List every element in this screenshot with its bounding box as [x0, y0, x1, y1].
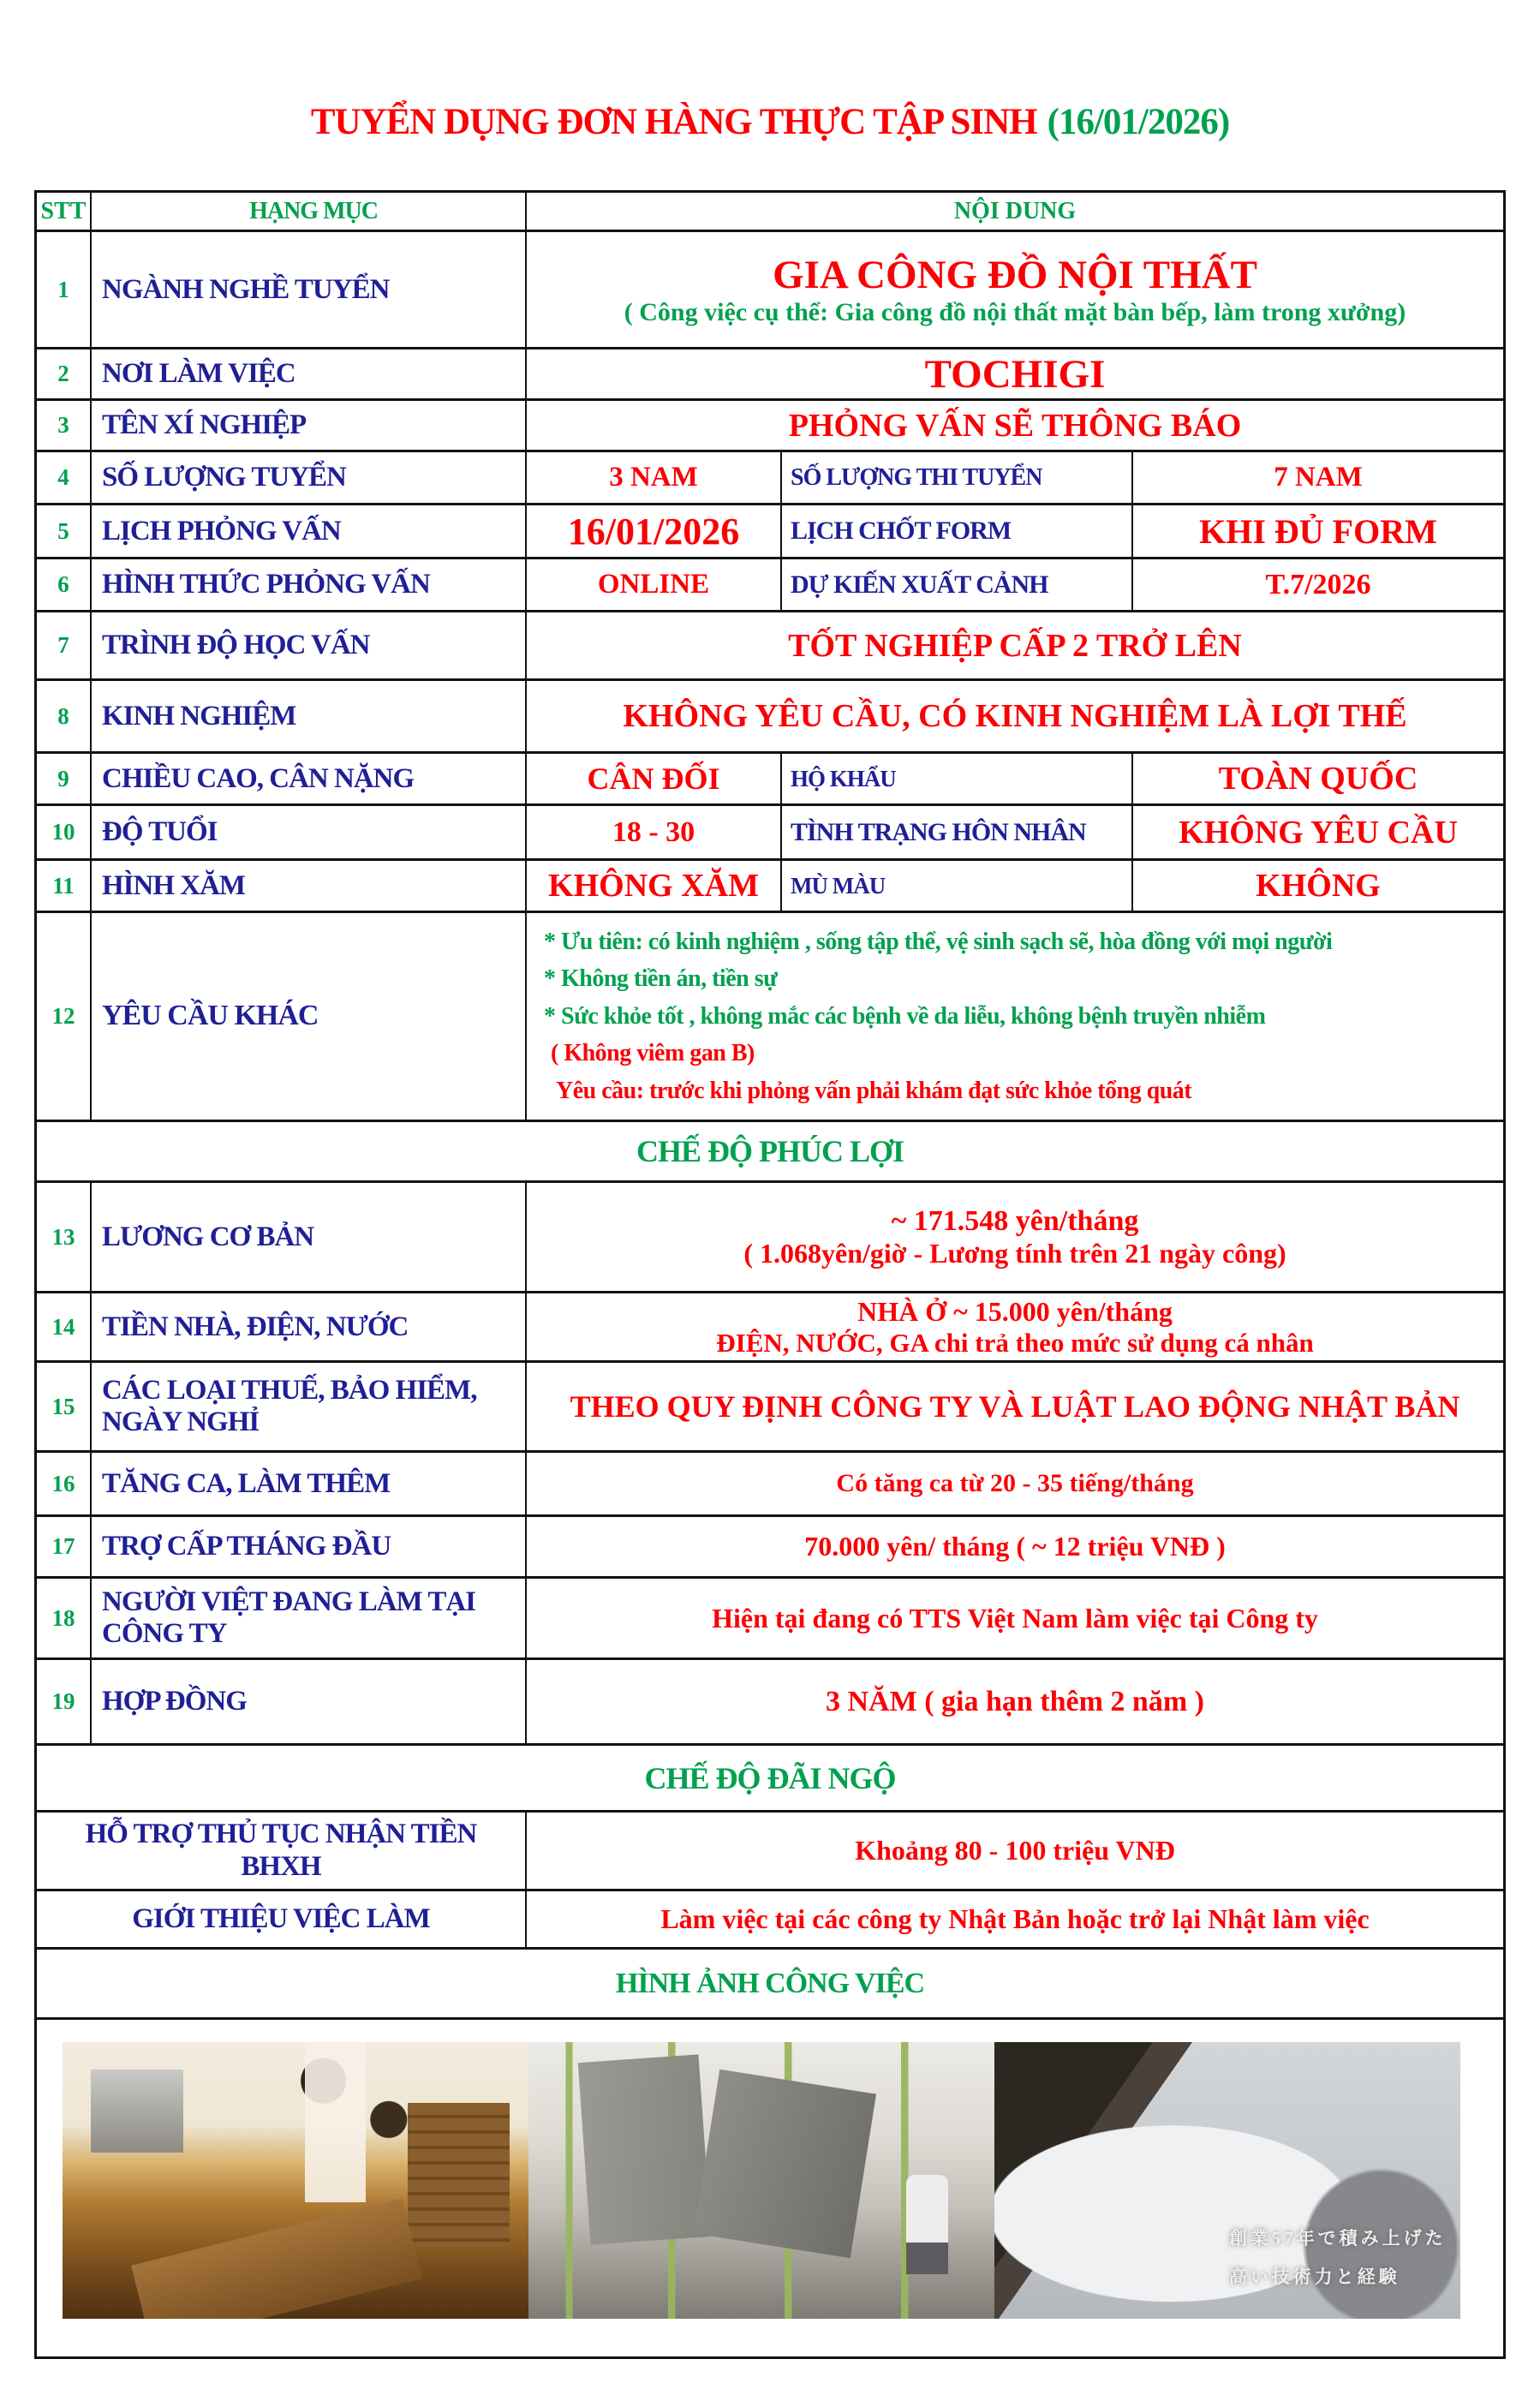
row-label: TRÌNH ĐỘ HỌC VẤN	[92, 612, 527, 678]
row-label: NƠI LÀM VIỆC	[92, 349, 527, 398]
row-number: 3	[37, 401, 92, 450]
header-stt: STT	[37, 193, 92, 230]
row-value	[527, 913, 1503, 1120]
photo-cell	[37, 2020, 1503, 2356]
factory-worker-shape	[906, 2175, 948, 2274]
row-label-2: LỊCH CHỐT FORM	[782, 505, 1133, 557]
row-value-1: ONLINE	[527, 559, 782, 610]
row-label: TÊN XÍ NGHIỆP	[92, 401, 527, 450]
row-hinh-thuc-phong-van	[37, 559, 1503, 612]
row-label: TIỀN NHÀ, ĐIỆN, NƯỚC	[92, 1293, 527, 1360]
section-phuc-loi	[37, 1122, 1503, 1183]
row-noi-lam-viec	[37, 349, 1503, 401]
row-value-2: 7 NAM	[1274, 462, 1363, 493]
row-label: LỊCH PHỎNG VẤN	[92, 505, 527, 557]
kitchen-table-shape	[131, 2198, 422, 2319]
kitchen-hood-shape	[91, 2069, 184, 2153]
row-number: 8	[37, 681, 92, 751]
row-label	[37, 1813, 527, 1889]
job-name: GIA CÔNG ĐỒ NỘI THẤT	[773, 253, 1257, 297]
recruitment-table	[34, 190, 1506, 2359]
row-hinh-xam	[37, 861, 1503, 913]
row-value-2: TOÀN QUỐC	[1218, 761, 1418, 797]
row-number: 7	[37, 612, 92, 678]
row-value: Làm việc tại các công ty Nhật Bản hoặc trở lại Nhật làm việc	[660, 1903, 1370, 1934]
row-label-2: DỰ KIẾN XUẤT CẢNH	[782, 559, 1133, 610]
row-do-tuoi	[37, 806, 1503, 861]
row-ten-xi-nghiep	[37, 401, 1503, 452]
row-label: SỐ LƯỢNG TUYỂN	[92, 452, 527, 503]
row-value	[527, 1183, 1503, 1291]
row-label-2: MÙ MÀU	[782, 861, 1133, 911]
row-number: 4	[37, 452, 92, 503]
row-number: 14	[37, 1293, 92, 1360]
row-value-1: 16/01/2026	[527, 505, 782, 557]
row-label: YÊU CẦU KHÁC	[92, 913, 527, 1120]
row-value: PHỎNG VẤN SẼ THÔNG BÁO	[788, 407, 1242, 444]
row-value: 70.000 yên/ tháng ( ~ 12 triệu VNĐ )	[804, 1531, 1226, 1562]
job-detail: ( Công việc cụ thể: Gia công đồ nội thất mặt bàn bếp, làm trong xưởng)	[624, 298, 1406, 326]
row-label	[92, 1363, 527, 1450]
page-title-date: (16/01/2026)	[1047, 102, 1230, 142]
row-number: 6	[37, 559, 92, 610]
row-label-2: SỐ LƯỢNG THI TUYỂN	[782, 452, 1133, 503]
row-value: Hiện tại đang có TTS Việt Nam làm việc tại Công ty	[712, 1602, 1318, 1633]
requirement-line: * Không tiền án, tiền sự	[544, 965, 778, 993]
row-thue-bao-hiem	[37, 1363, 1503, 1453]
row-label	[92, 1579, 527, 1657]
row-value	[527, 232, 1503, 347]
row-number: 16	[37, 1453, 92, 1514]
row-value	[527, 1293, 1503, 1360]
header-category: HẠNG MỤC	[92, 193, 527, 230]
photo-strip	[63, 2042, 1460, 2319]
requirement-line: * Ưu tiên: có kinh nghiệm , sống tập thể, vệ sinh sạch sẽ, hòa đồng với mọi người	[544, 929, 1333, 956]
row-value: 3 NĂM ( gia hạn thêm 2 năm )	[826, 1685, 1204, 1717]
photo-caption	[1229, 2219, 1447, 2296]
row-label: HỢP ĐỒNG	[92, 1660, 527, 1743]
row-label: TĂNG CA, LÀM THÊM	[92, 1453, 527, 1514]
row-label: LƯƠNG CƠ BẢN	[92, 1183, 527, 1291]
row-hop-dong	[37, 1660, 1503, 1746]
row-gioi-thieu-viec-lam	[37, 1891, 1503, 1950]
row-kinh-nghiem	[37, 681, 1503, 754]
row-label: HÌNH XĂM	[92, 861, 527, 911]
row-tang-ca	[37, 1453, 1503, 1517]
page-title-text: TUYỂN DỤNG ĐƠN HÀNG THỰC TẬP SINH	[310, 102, 1037, 142]
row-so-luong-tuyen	[37, 452, 1503, 505]
section-title: CHẾ ĐỘ ĐÃI NGỘ	[644, 1760, 896, 1795]
row-value-2: KHÔNG	[1256, 868, 1381, 904]
row-number: 9	[37, 754, 92, 803]
requirement-line: * Sức khỏe tốt , không mắc các bệnh về da liễu, không bệnh truyền nhiễm	[544, 1002, 1266, 1030]
row-value: THEO QUY ĐỊNH CÔNG TY VÀ LUẬT LAO ĐỘNG NHẬT BẢN	[570, 1389, 1460, 1424]
row-value-2: KHI ĐỦ FORM	[1199, 511, 1437, 551]
row-tro-cap-thang-dau	[37, 1517, 1503, 1579]
row-value: KHÔNG YÊU CẦU, CÓ KINH NGHIỆM LÀ LỢI THẾ	[623, 698, 1407, 734]
requirement-line: Yêu cầu: trước khi phỏng vấn phải khám đạt sức khỏe tổng quát	[556, 1077, 1192, 1104]
salary-line: ( 1.068yên/giờ - Lương tính trên 21 ngày công)	[743, 1237, 1286, 1269]
row-label-2: HỘ KHẨU	[782, 754, 1133, 803]
row-value: TOCHIGI	[924, 351, 1106, 397]
factory-workshop-photo	[528, 2042, 994, 2319]
row-number: 2	[37, 349, 92, 398]
row-nganh-nghe-tuyen	[37, 232, 1503, 349]
row-ho-tro-bhxh	[37, 1813, 1503, 1891]
housing-line: ĐIỆN, NƯỚC, GA chi trả theo mức sử dụng cá nhân	[716, 1327, 1314, 1358]
kitchen-pillar-shape	[305, 2042, 366, 2202]
section-title: HÌNH ẢNH CÔNG VIỆC	[615, 1967, 925, 1999]
row-label: CHIỀU CAO, CÂN NẶNG	[92, 754, 527, 803]
row-nguoi-viet-dang-lam	[37, 1579, 1503, 1660]
page-title	[0, 101, 1540, 143]
table-header-row	[37, 193, 1503, 232]
row-value-1: KHÔNG XĂM	[527, 861, 782, 911]
row-number: 18	[37, 1579, 92, 1657]
row-label-text: HỖ TRỢ THỦ TỤC NHẬN TIỀN BHXH	[85, 1818, 477, 1882]
row-number: 11	[37, 861, 92, 911]
section-dai-ngo	[37, 1746, 1503, 1813]
kitchen-shelf-shape	[408, 2103, 510, 2247]
row-chieu-cao-can-nang	[37, 754, 1503, 806]
row-value-1: 18 - 30	[527, 806, 782, 858]
row-value: Có tăng ca từ 20 - 35 tiếng/tháng	[836, 1469, 1194, 1497]
row-number: 12	[37, 913, 92, 1120]
row-value-2: KHÔNG YÊU CẦU	[1179, 814, 1458, 851]
row-luong-co-ban	[37, 1183, 1503, 1293]
row-number: 1	[37, 232, 92, 347]
photo-caption-line: 創業57年で積み上げた	[1228, 2227, 1447, 2249]
row-label: HÌNH THỨC PHỎNG VẤN	[92, 559, 527, 610]
masked-worker-photo	[994, 2042, 1460, 2319]
row-number: 17	[37, 1517, 92, 1576]
row-yeu-cau-khac	[37, 913, 1503, 1122]
panel-slab-shape	[578, 2055, 712, 2246]
row-number: 13	[37, 1183, 92, 1291]
row-label: TRỢ CẤP THÁNG ĐẦU	[92, 1517, 527, 1576]
header-content: NỘI DUNG	[953, 197, 1077, 224]
row-number: 5	[37, 505, 92, 557]
row-number: 19	[37, 1660, 92, 1743]
row-label-2: TÌNH TRẠNG HÔN NHÂN	[782, 806, 1133, 858]
row-value-1: 3 NAM	[527, 452, 782, 503]
salary-line: ~ 171.548 yên/tháng	[891, 1204, 1139, 1237]
row-number: 15	[37, 1363, 92, 1450]
section-title: CHẾ ĐỘ PHÚC LỢI	[636, 1134, 904, 1168]
housing-line: NHÀ Ở ~ 15.000 yên/tháng	[857, 1295, 1173, 1327]
row-tien-nha-dien-nuoc	[37, 1293, 1503, 1363]
row-label: GIỚI THIỆU VIỆC LÀM	[37, 1891, 527, 1947]
panel-slab-shape	[694, 2069, 876, 2258]
row-label: NGÀNH NGHỀ TUYỂN	[92, 232, 527, 347]
row-number: 10	[37, 806, 92, 858]
row-label: ĐỘ TUỔI	[92, 806, 527, 858]
row-value: TỐT NGHIỆP CẤP 2 TRỞ LÊN	[788, 627, 1242, 664]
row-label: KINH NGHIỆM	[92, 681, 527, 751]
section-hinh-anh	[37, 1950, 1503, 2020]
photo-caption-line: 高い技術力と経験	[1228, 2267, 1400, 2288]
photo-row	[37, 2020, 1503, 2356]
row-value: Khoảng 80 - 100 triệu VNĐ	[855, 1835, 1175, 1866]
row-label-text: NGƯỜI VIỆT ĐANG LÀM TẠI CÔNG TY	[102, 1586, 476, 1649]
row-trinh-do-hoc-van	[37, 612, 1503, 681]
row-value-1: CÂN ĐỐI	[527, 754, 782, 803]
kitchen-interior-photo	[63, 2042, 528, 2319]
row-value-2: T.7/2026	[1265, 568, 1371, 600]
row-label-text: CÁC LOẠI THUẾ, BẢO HIỂM, NGÀY NGHỈ	[102, 1375, 477, 1437]
requirement-line: ( Không viêm gan B)	[551, 1040, 755, 1067]
row-lich-phong-van	[37, 505, 1503, 559]
